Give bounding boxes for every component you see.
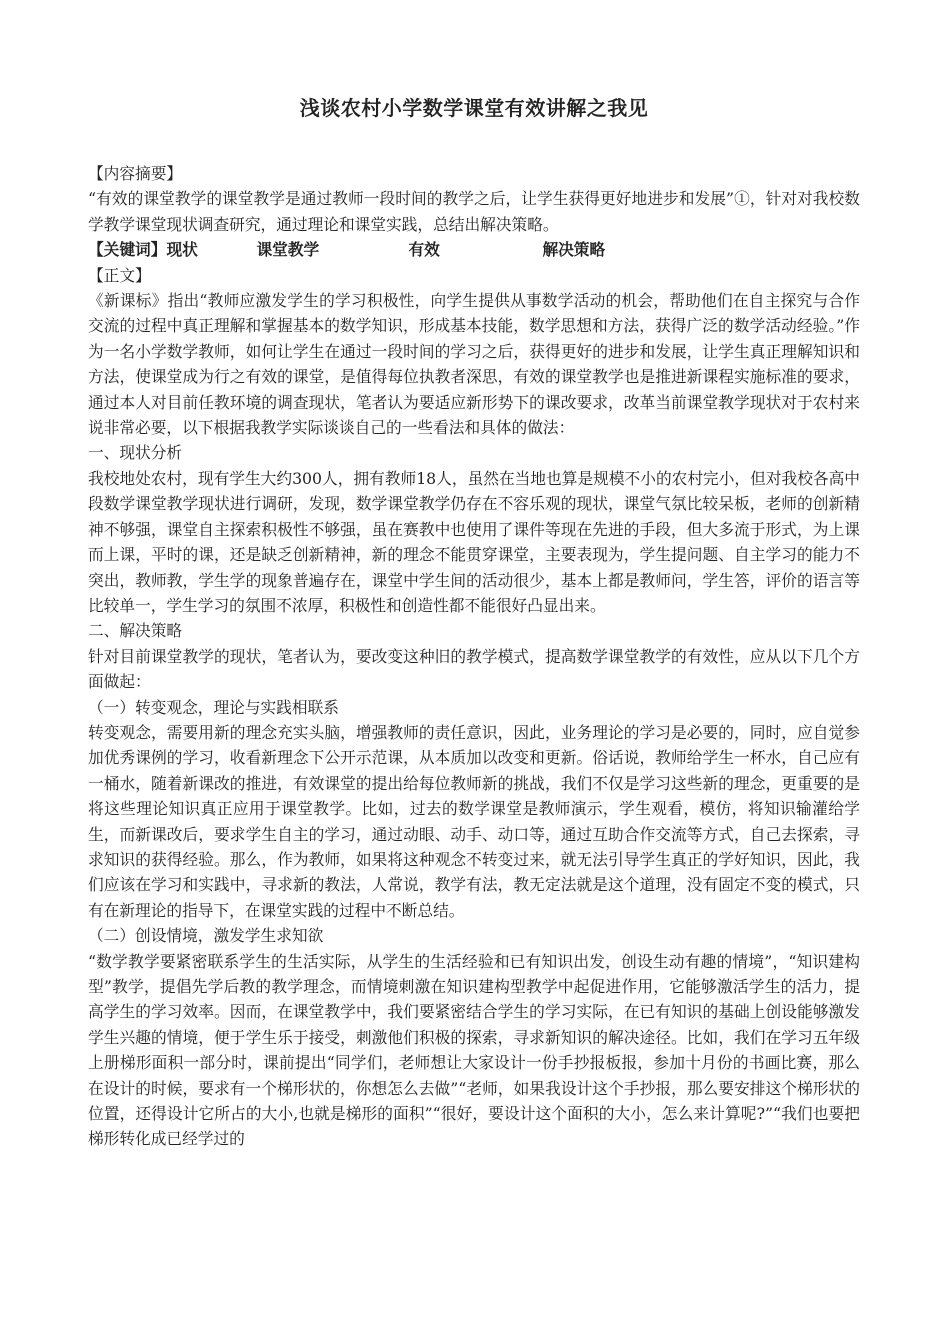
body-heading: 【正文】 [88,265,151,285]
keyword-item: 现状 [166,240,198,260]
subsection-heading: （一）转变观念，理论与实践相联系 [88,697,339,717]
abstract-heading: 【内容摘要】 [88,164,183,183]
keywords-row [88,237,860,262]
subsection-heading: （二）创设情境，激发学生求知欲 [88,926,324,946]
keyword-item: 课堂教学 [256,240,320,260]
section-heading: 二、解决策略 [88,621,183,641]
keywords-label: 【关键词】 [88,240,167,260]
keyword-item: 有效 [408,240,440,260]
abstract-text: “有效的课堂教学的课堂教学是通过教师一段时间的教学之后，让学生获得更好地进步和发展”①，针对对我校数学教学课堂现状调查研究，通过理论和课堂实践，总结出解决策略。 [88,189,860,234]
section-paragraph: 针对目前课堂教学的现状，笔者认为，要改变这种旧的教学模式，提高数学课堂教学的有效性，应从以下几个方面做起： [88,646,860,692]
document-page [88,92,860,1152]
intro-paragraph: 《新课标》指出“教师应激发学生的学习积极性，向学生提供从事数学活动的机会，帮助他们在自主探究与合作交流的过程中真正理解和掌握基本的数学知识，形成基本技能，数学思想和方法，获得广泛的数学活动经验。”作为一名小学数学教师，如何让学生在通过一段时间的学习之后，获得更好的进步和发展，让学生真正理解知识和方法，使课堂成为行之有效的课堂，是值得每位执教者深思，有效的课堂教学也是推进新课程实施标准的要求，通过本人对目前任教环境的调查现状，笔者认为要适应新形势下的课改要求，改革当前课堂教学现状对于农村来说非常必要，以下根据我教学实际谈谈自己的一些看法和具体的做法： [88,291,860,438]
section-paragraph: 我校地处农村，现有学生大约300人，拥有教师18人，虽然在当地也算是规模不小的农村完小，但对我校各高中段数学课堂教学现状进行调研，发现，数学课堂教学仍存在不容乐观的现状，课堂气氛比较呆板，老师的创新精神不够强，课堂自主探索积极性不够强，虽在赛教中也使用了课件等现在先进的手段，但大多流于形式，为上课而上课，平时的课，还是缺乏创新精神，新的理念不能贯穿课堂，主要表现为，学生提问题、自主学习的能力不突出，教师教，学生学的现象普遍存在，课堂中学生间的活动很少，基本上都是教师问，学生答，评价的语言等比较单一，学生学习的氛围不浓厚，积极性和创造性都不能很好凸显出来。 [88,468,860,615]
section-heading: 一、现状分析 [88,443,183,463]
keyword-item: 解决策略 [542,240,606,260]
page-title: 浅谈农村小学数学课堂有效讲解之我见 [299,96,649,120]
subsection-paragraph: “数学教学要紧密联系学生的生活实际，从学生的生活经验和已有知识出发，创设生动有趣的情境”，“知识建构型”教学，提倡先学后教的教学理念，而情境刺激在知识建构型教学中起促进作用，它能够激活学生的活力，提高学生的学习效率。因而，在课堂教学中，我们要紧密结合学生的学习实际，在已有知识的基础上创设能够激发学生兴趣的情境，便于学生乐于接受，刺激他们积极的探索，寻求新知识的解决途径。比如，我们在学习五年级上册梯形面积一部分时，课前提出“同学们，老师想让大家设计一份手抄报板报，参加十月份的书画比赛，那么在设计的时候，要求有一个梯形状的，你想怎么去做”“老师，如果我设计这个手抄报，那么要安排这个梯形状的位置，还得设计它所占的大小,也就是梯形的面积”“很好，要设计这个面积的大小，怎么来计算呢?”“我们也要把梯形转化成已经学过的 [88,951,860,1149]
subsection-paragraph: 转变观念，需要用新的理念充实头脑，增强教师的责任意识，因此，业务理论的学习是必要的，同时，应自觉参加优秀课例的学习，收看新理念下公开示范课，从本质加以改变和更新。俗话说，教师给学生一杯水，自己应有一桶水，随着新课改的推进，有效课堂的提出给每位教师新的挑战，我们不仅是学习这些新的理念，更重要的是将这些理论知识真正应用于课堂教学。比如，过去的数学课堂是教师演示，学生观看，模仿，将知识输灌给学生，而新课改后，要求学生自主的学习，通过动眼、动手、动口等，通过互助合作交流等方式，自己去探索，寻求知识的获得经验。那么，作为教师，如果将这种观念不转变过来，就无法引导学生真正的学好知识，因此，我们应该在学习和实践中，寻求新的教法，人常说，教学有法，教无定法就是这个道理，没有固定不变的模式，只有在新理论的指导下，在课堂实践的过程中不断总结。 [88,722,860,920]
